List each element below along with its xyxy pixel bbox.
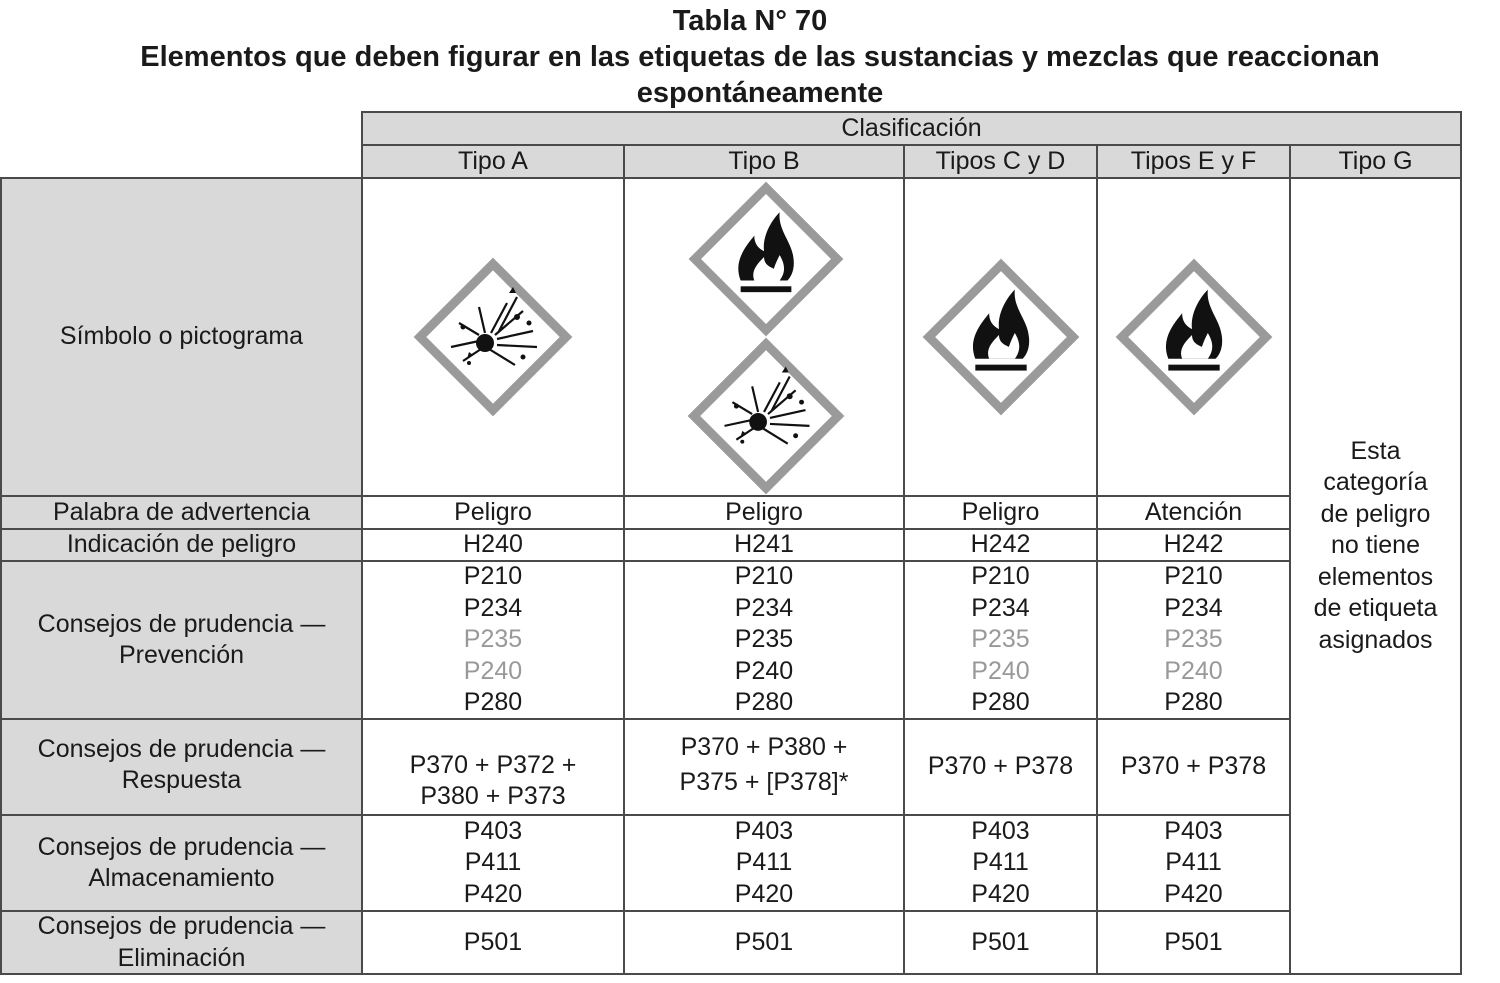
row-label-text: Eliminación	[117, 943, 246, 972]
precautionary-code: P235	[734, 625, 794, 654]
row-label-text: Respuesta	[121, 766, 242, 794]
precautionary-code-greyed: P240	[971, 656, 1030, 685]
tipo-g-note-line: de etiqueta	[1313, 594, 1438, 623]
column-header-tipos-c-d	[903, 144, 1098, 179]
tipo-g-note-line: de peligro	[1320, 499, 1431, 528]
storage-cell-tipos-c-d	[903, 814, 1098, 912]
tipo-g-note-cell	[1289, 177, 1462, 975]
precautionary-code-greyed: P235	[1164, 625, 1223, 654]
precautionary-code: P234	[1164, 593, 1223, 622]
precautionary-code: P210	[971, 562, 1030, 591]
flame-icon	[687, 181, 845, 337]
row-label-text: Consejos de prudencia —	[37, 609, 326, 638]
signal-word-cell	[1096, 495, 1291, 530]
precautionary-code: P234	[463, 593, 523, 622]
hazard-statement-cell	[623, 528, 905, 562]
column-header-tipo-a	[361, 144, 625, 179]
hazard-statement-cell	[1096, 528, 1291, 562]
table-subtitle-line2: espontáneamente	[636, 77, 884, 109]
pictogram-cell-tipos-c-d	[903, 177, 1098, 497]
column-header-tipo-b	[623, 144, 905, 179]
precautionary-code: P380 + P373	[420, 782, 566, 810]
signal-word-cell	[623, 495, 905, 530]
precautionary-code-greyed: P235	[463, 625, 523, 654]
response-cell-tipo-b	[623, 718, 905, 816]
column-header-tipo-g	[1289, 144, 1462, 179]
row-label-response	[0, 718, 363, 816]
hazard-statement: H240	[463, 530, 523, 559]
prevention-cell-tipos-e-f	[1096, 560, 1291, 720]
flame-icon	[922, 258, 1080, 416]
precautionary-code: P501	[463, 927, 523, 956]
precautionary-code-greyed: P240	[463, 656, 523, 685]
precautionary-code: P411	[972, 848, 1029, 877]
precautionary-code-greyed: P240	[1164, 656, 1223, 685]
hazard-statement-cell	[903, 528, 1098, 562]
tipo-g-note-line: asignados	[1318, 625, 1433, 654]
row-label-text: Palabra de advertencia	[52, 497, 311, 526]
precautionary-code: P403	[971, 816, 1030, 845]
disposal-cell	[903, 910, 1098, 975]
row-label-signal-word	[0, 495, 363, 530]
signal-word-cell	[903, 495, 1098, 530]
signal-word: Peligro	[961, 497, 1040, 526]
precautionary-code: P280	[734, 688, 794, 717]
precautionary-code: P370 + P378	[1120, 752, 1267, 781]
column-header-label: Tipos E y F	[1130, 146, 1257, 175]
prevention-cell-tipo-a	[361, 560, 625, 720]
hazard-statement: H242	[970, 530, 1031, 559]
signal-word: Peligro	[454, 497, 532, 526]
precautionary-code: P501	[1164, 927, 1223, 956]
row-label-disposal	[0, 910, 363, 975]
precautionary-code: P403	[1164, 816, 1223, 845]
precautionary-code: P411	[735, 848, 793, 877]
exploding-bomb-icon	[687, 337, 845, 495]
row-label-prevention	[0, 560, 363, 720]
column-header-label: Tipo B	[728, 146, 800, 175]
precautionary-code: P234	[734, 593, 794, 622]
precautionary-code: P210	[463, 562, 523, 591]
flame-icon	[1115, 258, 1273, 416]
tipo-g-note-line: elementos	[1317, 562, 1434, 591]
precautionary-code: P370 + P372 +	[409, 750, 577, 779]
precautionary-code: P403	[463, 816, 523, 845]
pictogram-cell-tipo-a	[361, 177, 625, 497]
row-label-text: Consejos de prudencia —	[37, 832, 326, 861]
tipo-g-note-line: no tiene	[1331, 531, 1420, 560]
row-label-text: Prevención	[118, 641, 245, 669]
tipo-g-note-line: categoría	[1323, 468, 1428, 497]
precautionary-code: P280	[1164, 688, 1223, 717]
row-label-text: Almacenamiento	[88, 864, 275, 892]
hazard-statement: H242	[1163, 530, 1224, 559]
storage-cell-tipos-e-f	[1096, 814, 1291, 912]
precautionary-code: P210	[734, 562, 794, 591]
precautionary-code: P420	[734, 879, 794, 908]
response-cell-tipo-a	[361, 718, 625, 816]
response-cell-tipos-e-f	[1096, 718, 1291, 816]
hazard-statement-cell	[361, 528, 625, 562]
precautionary-code: P210	[1164, 562, 1223, 591]
row-label-hazard	[0, 528, 363, 562]
precautionary-code: P375 + [P378]*	[679, 768, 849, 796]
hazard-statement: H241	[734, 530, 794, 559]
pictogram-cell-tipo-b	[623, 177, 905, 497]
disposal-cell	[1096, 910, 1291, 975]
table-title: Tabla N° 70	[672, 5, 828, 37]
exploding-bomb-icon	[413, 257, 573, 417]
precautionary-code: P501	[734, 927, 794, 956]
precautionary-code: P240	[734, 656, 794, 685]
column-header-label: Tipo G	[1338, 146, 1413, 175]
classification-header	[361, 111, 1462, 146]
precautionary-code: P234	[971, 593, 1030, 622]
precautionary-code: P501	[971, 927, 1030, 956]
precautionary-code: P280	[463, 688, 523, 717]
signal-word-cell	[361, 495, 625, 530]
column-header-label: Tipo A	[458, 146, 528, 175]
disposal-cell	[361, 910, 625, 975]
classification-header-label: Clasificación	[841, 113, 982, 142]
table-subtitle-line1: Elementos que deben figurar en las etiquetas de las sustancias y mezclas que reaccionan	[140, 41, 1380, 73]
row-label-text: Consejos de prudencia —	[37, 912, 326, 940]
prevention-cell-tipo-b	[623, 560, 905, 720]
tipo-g-note-line: Esta	[1350, 436, 1401, 465]
response-cell-tipos-c-d	[903, 718, 1098, 816]
precautionary-code: P411	[1165, 848, 1222, 877]
precautionary-code: P370 + P380 +	[680, 733, 848, 761]
precautionary-code-greyed: P235	[971, 625, 1030, 654]
row-label-text: Consejos de prudencia —	[37, 734, 326, 763]
precautionary-code: P280	[971, 688, 1030, 717]
disposal-cell	[623, 910, 905, 975]
row-label-storage	[0, 814, 363, 912]
row-label-symbol	[0, 177, 363, 497]
pictogram-cell-tipos-e-f	[1096, 177, 1291, 497]
precautionary-code: P420	[971, 879, 1030, 908]
row-label-text: Símbolo o pictograma	[59, 322, 304, 351]
prevention-cell-tipos-c-d	[903, 560, 1098, 720]
storage-cell-tipo-b	[623, 814, 905, 912]
signal-word: Atención	[1144, 497, 1243, 526]
precautionary-code: P411	[464, 848, 522, 877]
precautionary-code: P370 + P378	[927, 752, 1074, 781]
precautionary-code: P420	[463, 879, 523, 908]
column-header-tipos-e-f	[1096, 144, 1291, 179]
precautionary-code: P420	[1164, 879, 1223, 908]
precautionary-code: P403	[734, 816, 794, 845]
signal-word: Peligro	[725, 497, 803, 526]
storage-cell-tipo-a	[361, 814, 625, 912]
row-label-text: Indicación de peligro	[66, 530, 297, 559]
column-header-label: Tipos C y D	[935, 146, 1066, 175]
